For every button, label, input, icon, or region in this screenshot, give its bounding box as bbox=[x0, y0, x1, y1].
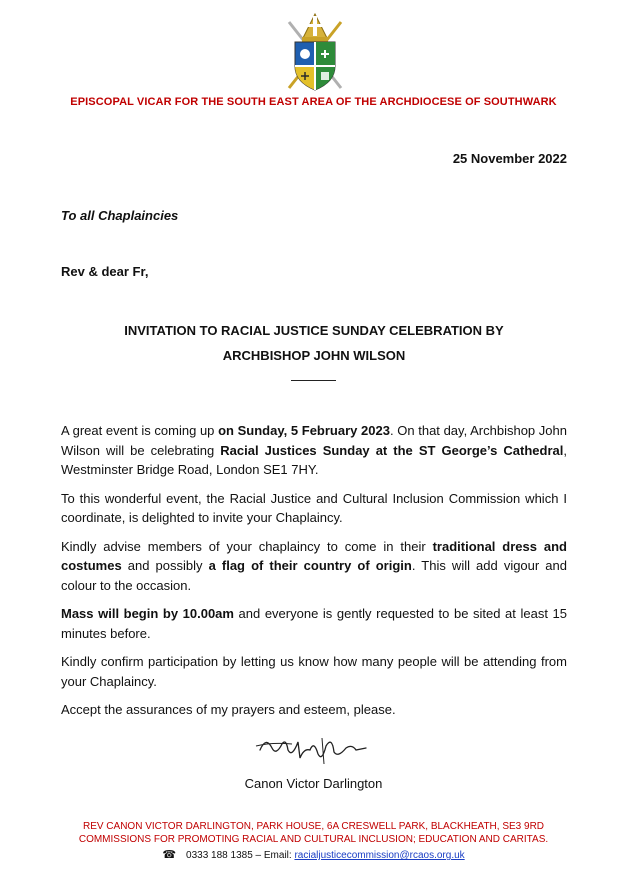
text: , Westminster Bridge Road, London SE1 7HY. bbox=[61, 442, 567, 477]
paragraph-dress bbox=[61, 537, 567, 596]
office-heading: EPISCOPAL VICAR FOR THE SOUTH EAST AREA OF THE ARCHDIOCESE OF SOUTHWARK bbox=[70, 96, 557, 108]
salutation: Rev & dear Fr, bbox=[61, 264, 149, 279]
text: . This will add vigour and colour to the occasion. bbox=[61, 558, 567, 593]
text: A great event is coming up bbox=[61, 423, 219, 438]
flag-emphasis: a flag of their country of origin bbox=[208, 558, 412, 573]
letter-body bbox=[61, 421, 567, 729]
recipient-line: To all Chaplaincies bbox=[61, 208, 179, 223]
email-link[interactable]: racialjusticecommission@rcaos.org.uk bbox=[294, 850, 465, 861]
event-venue: Racial Justices Sunday at the ST George’s Cathedral bbox=[220, 442, 564, 458]
footer-address: REV CANON VICTOR DARLINGTON, PARK HOUSE, 6A CRESWELL PARK, BLACKHEATH, SE3 9RD bbox=[82, 821, 545, 832]
text: Kindly advise members of your chaplaincy to come in their bbox=[61, 538, 433, 554]
title-line-1: INVITATION TO RACIAL JUSTICE SUNDAY CELEBRATION BY bbox=[124, 323, 504, 338]
letter-title bbox=[61, 318, 567, 368]
paragraph-closing: Accept the assurances of my prayers and esteem, please. bbox=[61, 702, 396, 717]
signatory-name: Canon Victor Darlington bbox=[244, 776, 383, 791]
telephone-icon: ☎ bbox=[162, 849, 177, 861]
text: and everyone is gently requested to be sited at least 15 minutes before. bbox=[61, 606, 567, 641]
paragraph-mass-time bbox=[61, 604, 567, 643]
paragraph-invitation: To this wonderful event, the Racial Justice and Cultural Inclusion Commission which I coordinate, is delighted to invite your Chaplaincy. bbox=[61, 490, 567, 525]
text: . On that day, Archbishop John Wilson will be celebrating bbox=[61, 423, 567, 458]
paragraph-confirm: Kindly confirm participation by letting us know how many people will be attending from your Chaplaincy. bbox=[61, 654, 567, 689]
handwritten-signature bbox=[252, 728, 372, 768]
event-date: on Sunday, 5 February 2023 bbox=[218, 423, 390, 438]
letter-date: 25 November 2022 bbox=[452, 151, 567, 166]
footer-commissions: COMMISSIONS FOR PROMOTING RACIAL AND CULTURAL INCLUSION; EDUCATION AND CARITAS. bbox=[78, 834, 549, 845]
paragraph-event bbox=[61, 421, 567, 480]
footer-address-block bbox=[0, 820, 627, 846]
archdiocese-crest-icon bbox=[281, 10, 349, 92]
title-divider bbox=[291, 380, 336, 381]
text: and possibly bbox=[121, 558, 209, 573]
footer-contact bbox=[0, 848, 627, 861]
title-line-2: ARCHBISHOP JOHN WILSON bbox=[222, 348, 406, 363]
mass-time: Mass will begin by 10.00am bbox=[61, 606, 234, 621]
phone-email-label: 0333 188 1385 – Email: bbox=[186, 850, 295, 861]
dress-emphasis: traditional dress and costumes bbox=[61, 538, 567, 573]
